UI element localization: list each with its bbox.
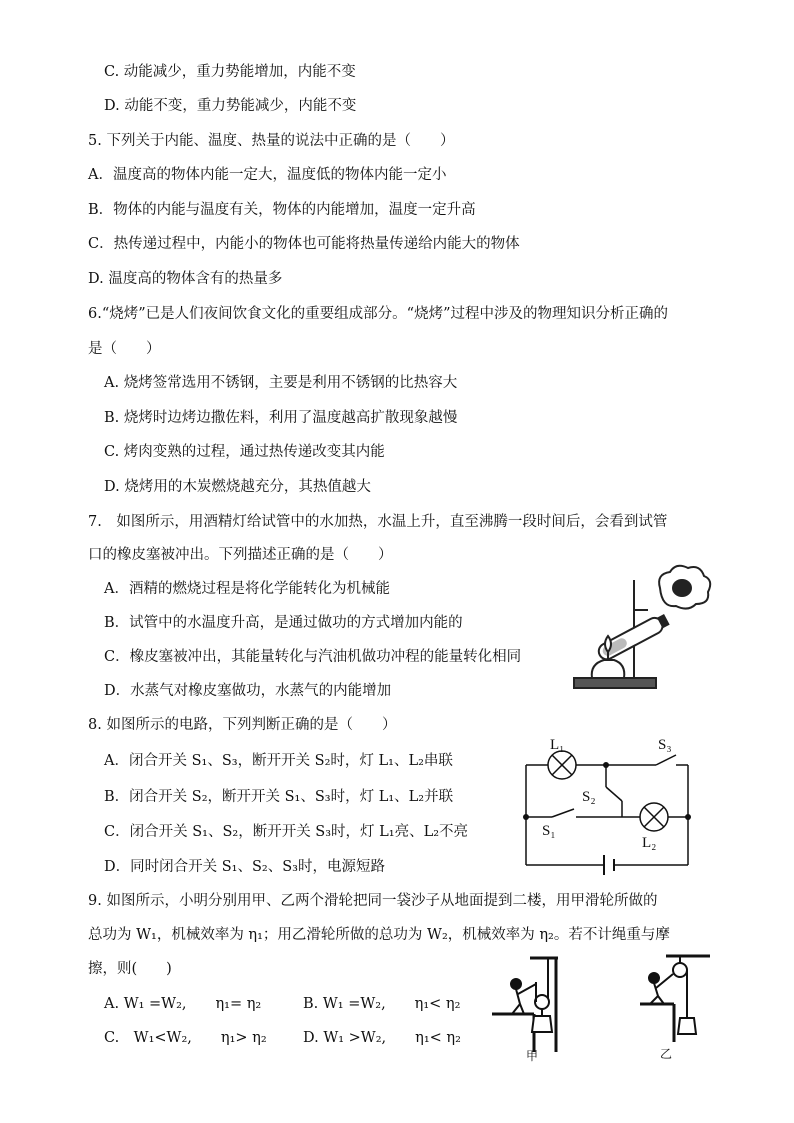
q7-option-d: D．水蒸气对橡皮塞做功，水蒸气的内能增加 bbox=[104, 683, 392, 699]
label-l1: L₁ bbox=[550, 737, 565, 753]
q6-stem-line1: 6.“烧烤”已是人们夜间饮食文化的重要组成部分。“烧烤”过程中涉及的物理知识分析正确的 bbox=[88, 306, 668, 322]
lamp-l2 bbox=[640, 803, 668, 831]
q6-option-b: B. 烧烤时边烤边撒佐料，利用了温度越高扩散现象越慢 bbox=[104, 410, 458, 426]
yi-sandbag bbox=[678, 1018, 696, 1034]
switch-s3-blade bbox=[656, 755, 676, 765]
yi-person bbox=[649, 973, 673, 1004]
q9-stem-line3: 擦，则( ) bbox=[88, 961, 172, 977]
switch-s2-blade bbox=[606, 787, 622, 801]
label-s2: S₂ bbox=[582, 789, 596, 805]
q9-option-b: B. W₁ =W₂, η₁< η₂ bbox=[303, 996, 461, 1012]
q8-option-b: B．闭合开关 S₂，断开开关 S₁、S₃时，灯 L₁、L₂并联 bbox=[104, 789, 454, 805]
jia-person bbox=[511, 979, 536, 1014]
q7-option-c: C．橡皮塞被冲出，其能量转化与汽油机做功冲程的能量转化相同 bbox=[104, 649, 522, 665]
stand-base bbox=[574, 678, 656, 688]
q9-option-a: A. W₁ =W₂, η₁= η₂ bbox=[104, 996, 262, 1012]
q6-stem-line2: 是（ ） bbox=[88, 341, 161, 357]
q7-stem-line1: 7. 如图所示，用酒精灯给试管中的水加热，水温上升，直至沸腾一段时间后，会看到试管 bbox=[88, 514, 668, 530]
q7-option-b: B．试管中的水温度升高，是通过做功的方式增加内能的 bbox=[104, 615, 463, 631]
q6-option-d: D. 烧烤用的木炭燃烧越充分，其热值越大 bbox=[104, 479, 371, 495]
label-s3: S₃ bbox=[658, 737, 672, 753]
circuit-diagram bbox=[518, 735, 698, 875]
jia-sandbag bbox=[532, 1016, 552, 1032]
ejected-stopper bbox=[672, 579, 692, 597]
q8-stem: 8. 如图所示的电路，下列判断正确的是（ ） bbox=[88, 717, 397, 733]
q8-option-c: C．闭合开关 S₁、S₂，断开开关 S₃时，灯 L₁亮、L₂不亮 bbox=[104, 824, 469, 840]
q7-option-a: A．酒精的燃烧过程是将化学能转化为机械能 bbox=[104, 581, 390, 597]
label-l2: L₂ bbox=[642, 835, 657, 851]
test-tube-heating-figure bbox=[568, 560, 718, 695]
jia-movable-pulley bbox=[535, 995, 549, 1009]
q9-option-d: D. W₁ >W₂, η₁< η₂ bbox=[303, 1030, 461, 1046]
q9-option-c: C. W₁<W₂, η₁> η₂ bbox=[104, 1030, 267, 1046]
q5-option-b: B．物体的内能与温度有关，物体的内能增加，温度一定升高 bbox=[88, 202, 476, 218]
label-yi: 乙 bbox=[660, 1047, 673, 1061]
q5-option-c: C．热传递过程中，内能小的物体也可能将热量传递给内能大的物体 bbox=[88, 236, 520, 252]
yi-fixed-pulley bbox=[673, 963, 687, 977]
q6-option-a: A. 烧烤签常选用不锈钢，主要是利用不锈钢的比热容大 bbox=[104, 375, 458, 391]
q4-option-c: C. 动能减少，重力势能增加，内能不变 bbox=[104, 64, 356, 80]
q4-option-d: D. 动能不变，重力势能减少，内能不变 bbox=[104, 98, 357, 114]
q5-stem: 5. 下列关于内能、温度、热量的说法中正确的是（ ） bbox=[88, 133, 455, 149]
label-jia: 甲 bbox=[526, 1049, 539, 1063]
alcohol-lamp bbox=[592, 660, 625, 678]
pulley-figures bbox=[490, 952, 715, 1064]
flame bbox=[605, 636, 611, 652]
q7-stem-line2: 口的橡皮塞被冲出。下列描述正确的是（ ） bbox=[88, 547, 393, 563]
switch-s1-blade bbox=[552, 809, 574, 817]
q8-option-d: D．同时闭合开关 S₁、S₂、S₃时，电源短路 bbox=[104, 859, 385, 875]
q8-option-a: A．闭合开关 S₁、S₃，断开开关 S₂时，灯 L₁、L₂串联 bbox=[104, 753, 453, 769]
lamp-l1 bbox=[548, 751, 576, 779]
q9-stem-line2: 总功为 W₁，机械效率为 η₁；用乙滑轮所做的总功为 W₂，机械效率为 η₂。若不计绳重与摩 bbox=[88, 927, 670, 943]
q9-stem-line1: 9. 如图所示，小明分别用甲、乙两个滑轮把同一袋沙子从地面提到二楼，用甲滑轮所做的 bbox=[88, 893, 658, 909]
label-s1: S₁ bbox=[542, 823, 556, 839]
q5-option-a: A．温度高的物体内能一定大，温度低的物体内能一定小 bbox=[88, 167, 447, 183]
q5-option-d: D. 温度高的物体含有的热量多 bbox=[88, 271, 283, 287]
q6-option-c: C. 烤肉变熟的过程，通过热传递改变其内能 bbox=[104, 444, 385, 460]
